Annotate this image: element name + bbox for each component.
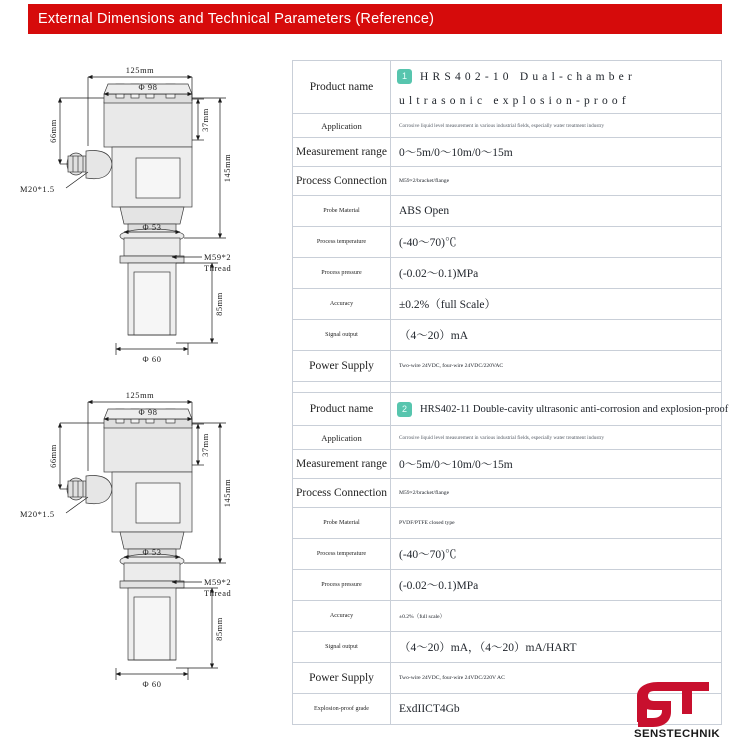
row-label-accuracy: Accuracy (293, 289, 391, 320)
table-row (293, 508, 722, 539)
row-label-process-temperature: Process temperature (293, 539, 391, 570)
table-row (293, 539, 722, 570)
row-value-accuracy: ±0.2%（full scale） (391, 601, 722, 632)
row-value-probe-material: PVDF/PTFE closed type (391, 508, 722, 539)
row-value-process-connection: M59×2/bracket/flange (391, 479, 722, 508)
table-row (293, 61, 722, 114)
table-row (293, 320, 722, 351)
row-value-measurement-range: 0～5m/0～10m/0～15m (391, 450, 722, 479)
drawing-svg-1 (16, 56, 278, 372)
dim-housing-diameter-2: Φ 98 (138, 408, 158, 417)
row-value-power-supply: Two-wire 24VDC, four-wire 24VDC/220VAC (391, 351, 722, 382)
table-row (293, 393, 722, 426)
row-label-signal-output: Signal output (293, 320, 391, 351)
table-row (293, 114, 722, 138)
page-header-banner (28, 4, 722, 34)
hrs402-10-outline-drawing (16, 56, 278, 372)
row-value-process-temperature: (-40～70)℃ (391, 539, 722, 570)
dim-housing-diameter-1: Φ 98 (138, 83, 158, 92)
drawing-svg-2 (16, 381, 278, 697)
row-label-process-pressure: Process pressure (293, 258, 391, 289)
spec-table-hrs402-11 (292, 392, 729, 725)
product-name-line2: ultrasonic explosion-proof (399, 94, 630, 107)
row-value-power-supply: Two-wire 24VDC, four-wire 24VDC/220V AC (391, 663, 722, 694)
hrs402-11-outline-drawing (16, 381, 278, 697)
row-label-process-connection: Process Connection (293, 167, 391, 196)
row-label-measurement-range: Measurement range (293, 138, 391, 167)
dim-total-height-1: 145mm (223, 153, 232, 183)
dim-probe-diameter-2: Φ 60 (142, 680, 162, 689)
row-label-process-temperature: Process temperature (293, 227, 391, 258)
row-value-measurement-range: 0～5m/0～10m/0～15m (391, 138, 722, 167)
row-value-process-pressure: (-0.02～0.1)MPa (391, 258, 722, 289)
table-row (293, 196, 722, 227)
table-row (293, 601, 722, 632)
dim-probe-diameter-1: Φ 60 (142, 355, 162, 364)
row-label-application: Application (293, 114, 391, 138)
row-label-process-pressure: Process pressure (293, 570, 391, 601)
row-label-power-supply: Power Supply (293, 663, 391, 694)
company-logo (618, 680, 736, 742)
row-label-product-name: Product name (293, 61, 391, 114)
row-value-signal-output: （4～20）mA (391, 320, 722, 351)
dim-overall-width-1: 125mm (125, 66, 155, 75)
table-row (293, 138, 722, 167)
dim-cable-entry-thread-1: M20*1.5 (20, 185, 55, 194)
row-value-probe-material: ABS Open (391, 196, 722, 227)
row-label-application: Application (293, 426, 391, 450)
table-row (293, 351, 722, 382)
row-value-product-name (391, 393, 729, 426)
row-label-measurement-range: Measurement range (293, 450, 391, 479)
spec-table-hrs402-10 (292, 60, 722, 413)
product-index-badge: 2 (397, 402, 412, 417)
row-value-product-name (391, 61, 722, 114)
table-row (293, 479, 722, 508)
row-label-explosion-proof-grade: Explosion-proof grade (293, 694, 391, 725)
senstechnik-monogram-icon (618, 680, 736, 730)
row-label-signal-output: Signal output (293, 632, 391, 663)
row-value-process-connection: M59×2/bracket/flange (391, 167, 722, 196)
row-value-process-temperature: (-40～70)℃ (391, 227, 722, 258)
dim-cable-entry-thread-2: M20*1.5 (20, 510, 55, 519)
dim-total-height-2: 145mm (223, 478, 232, 508)
dim-process-thread-1: M59*2 (204, 253, 232, 262)
table-row (293, 450, 722, 479)
dim-housing-height-2: 66mm (49, 444, 58, 468)
logo-wordmark: SENSTECHNIK (633, 728, 721, 740)
page-title: External Dimensions and Technical Parameters (Reference) (38, 11, 435, 27)
row-label-probe-material: Probe Material (293, 196, 391, 227)
row-value-process-pressure: (-0.02～0.1)MPa (391, 570, 722, 601)
table-row (293, 570, 722, 601)
dim-probe-length-1: 85mm (215, 292, 224, 316)
dim-cover-height-2: 37mm (201, 433, 210, 457)
dim-overall-width-2: 125mm (125, 391, 155, 400)
row-label-process-connection: Process Connection (293, 479, 391, 508)
row-value-signal-output: （4～20）mA，（4～20）mA/HART (391, 632, 722, 663)
table-row (293, 289, 722, 320)
row-label-product-name: Product name (293, 393, 391, 426)
table-row (293, 632, 722, 663)
product-index-badge: 1 (397, 69, 412, 84)
dim-housing-height-1: 66mm (49, 119, 58, 143)
table-row (293, 167, 722, 196)
row-value-application: Corrosive liquid level measurement in various industrial fields, especially water treatment industry (391, 426, 722, 450)
table-row (293, 426, 722, 450)
row-label-probe-material: Probe Material (293, 508, 391, 539)
dim-process-thread-2: M59*2 (204, 578, 232, 587)
product-name-line1: HRS402-11 Double-cavity ultrasonic anti-corrosion and explosion-proof (420, 403, 729, 415)
dim-process-thread-label-2: Thread (204, 589, 232, 598)
dim-cover-height-1: 37mm (201, 108, 210, 132)
row-label-accuracy: Accuracy (293, 601, 391, 632)
dim-neck-diameter-1: Φ 53 (142, 223, 162, 232)
table-row (293, 227, 722, 258)
dim-probe-length-2: 85mm (215, 617, 224, 641)
row-value-accuracy: ±0.2%（full Scale） (391, 289, 722, 320)
row-value-application: Corrosive liquid level measurement in various industrial fields, especially water treatment industry (391, 114, 722, 138)
dim-process-thread-label-1: Thread (204, 264, 232, 273)
table-row (293, 258, 722, 289)
row-value-explosion-proof-grade: ExdIICT4Gb (391, 694, 722, 725)
row-label-power-supply: Power Supply (293, 351, 391, 382)
dim-neck-diameter-2: Φ 53 (142, 548, 162, 557)
product-name-line1: HRS402-10 Dual-chamber (420, 70, 636, 83)
